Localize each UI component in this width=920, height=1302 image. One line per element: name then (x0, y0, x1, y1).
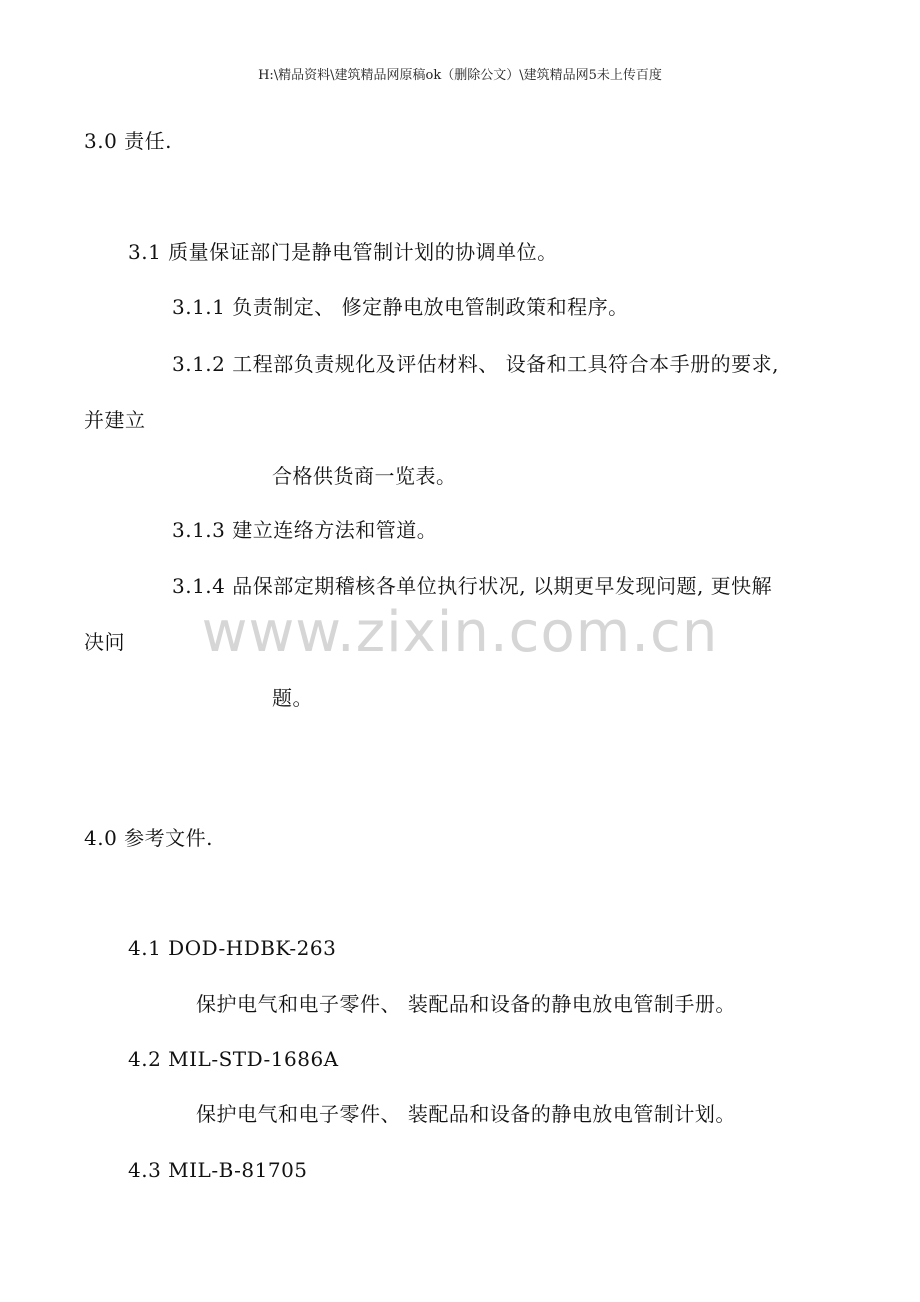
clause-3-1-4: 3.1.4 品保部定期稽核各单位执行状况, 以期更早发现问题, 更快解 (172, 574, 773, 598)
section-3-heading: 3.0 责任. (84, 129, 173, 153)
clause-3-1-2: 3.1.2 工程部负责规化及评估材料、 设备和工具符合本手册的要求, (172, 352, 779, 376)
section-4-heading: 4.0 参考文件. (84, 826, 214, 850)
clause-3-1-1: 3.1.1 负责制定、 修定静电放电管制政策和程序。 (172, 295, 629, 319)
clause-3-1-3: 3.1.3 建立连络方法和管道。 (172, 518, 438, 542)
reference-4-2-desc: 保护电气和电子零件、 装配品和设备的静电放电管制计划。 (196, 1102, 736, 1126)
clause-3-1-4-cont: 题。 (272, 686, 313, 710)
clause-3-1-4-wrap: 决问 (84, 630, 125, 654)
clause-3-1-2-cont: 合格供货商一览表。 (272, 464, 457, 488)
clause-3-1: 3.1 质量保证部门是静电管制计划的协调单位。 (128, 240, 558, 264)
reference-4-2: 4.2 MIL-STD-1686A (128, 1047, 339, 1071)
reference-4-1: 4.1 DOD-HDBK-263 (128, 936, 337, 960)
reference-4-1-desc: 保护电气和电子零件、 装配品和设备的静电放电管制手册。 (196, 992, 736, 1016)
clause-3-1-2-wrap: 并建立 (84, 408, 146, 432)
reference-4-3: 4.3 MIL-B-81705 (128, 1158, 308, 1182)
file-path-header: H:\精品资料\建筑精品网原稿ok（删除公文）\建筑精品网5未上传百度 (258, 68, 662, 83)
watermark: www.zixin.com.cn (201, 600, 719, 665)
